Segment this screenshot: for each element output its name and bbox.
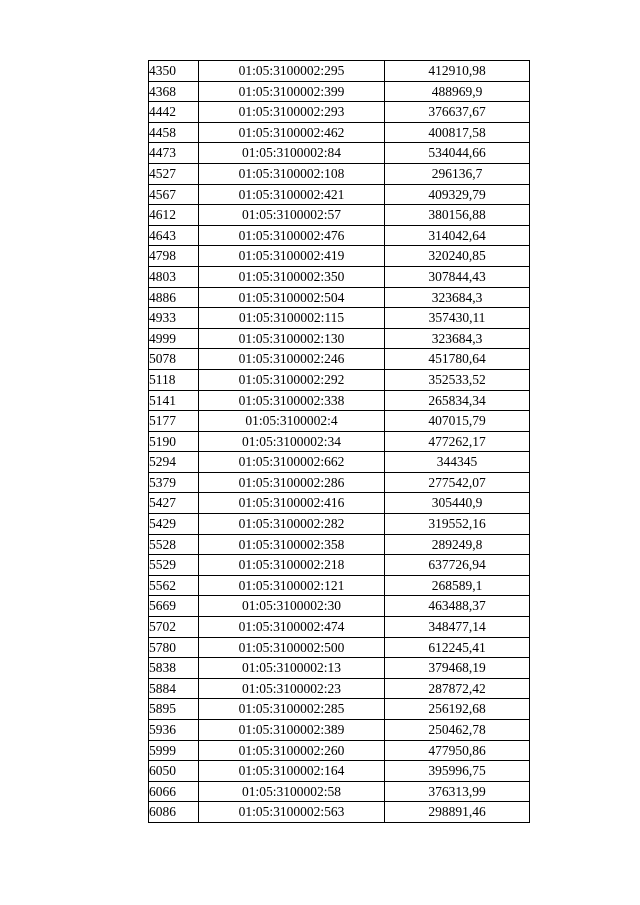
row-number-cell: 5669: [149, 596, 199, 617]
value-cell: 352533,52: [385, 369, 530, 390]
cadastral-number-cell: 01:05:3100002:419: [199, 246, 385, 267]
cadastral-number-cell: 01:05:3100002:338: [199, 390, 385, 411]
row-number-cell: 5780: [149, 637, 199, 658]
row-number-cell: 4886: [149, 287, 199, 308]
cadastral-number-cell: 01:05:3100002:295: [199, 61, 385, 82]
cadastral-number-cell: 01:05:3100002:389: [199, 720, 385, 741]
table-row: [149, 266, 530, 287]
row-number-cell: 5529: [149, 555, 199, 576]
table-row: [149, 61, 530, 82]
table-row: [149, 596, 530, 617]
table-row: [149, 246, 530, 267]
table-row: [149, 637, 530, 658]
value-cell: 477262,17: [385, 431, 530, 452]
table-row: [149, 205, 530, 226]
table-row: [149, 534, 530, 555]
value-cell: 287872,42: [385, 678, 530, 699]
table-row: [149, 81, 530, 102]
cadastral-number-cell: 01:05:3100002:474: [199, 617, 385, 638]
row-number-cell: 6050: [149, 761, 199, 782]
table-row: [149, 761, 530, 782]
table-row: [149, 328, 530, 349]
value-cell: 256192,68: [385, 699, 530, 720]
cadastral-number-cell: 01:05:3100002:121: [199, 575, 385, 596]
value-cell: 376637,67: [385, 102, 530, 123]
cadastral-number-cell: 01:05:3100002:164: [199, 761, 385, 782]
value-cell: 250462,78: [385, 720, 530, 741]
cadastral-number-cell: 01:05:3100002:58: [199, 781, 385, 802]
row-number-cell: 5379: [149, 472, 199, 493]
row-number-cell: 4798: [149, 246, 199, 267]
cadastral-number-cell: 01:05:3100002:84: [199, 143, 385, 164]
table-row: [149, 349, 530, 370]
value-cell: 395996,75: [385, 761, 530, 782]
row-number-cell: 4527: [149, 163, 199, 184]
row-number-cell: 4442: [149, 102, 199, 123]
table-body: [149, 61, 530, 823]
row-number-cell: 4803: [149, 266, 199, 287]
table-row: [149, 658, 530, 679]
table-row: [149, 452, 530, 473]
cadastral-number-cell: 01:05:3100002:358: [199, 534, 385, 555]
table-row: [149, 514, 530, 535]
row-number-cell: 4458: [149, 122, 199, 143]
value-cell: 320240,85: [385, 246, 530, 267]
cadastral-number-cell: 01:05:3100002:282: [199, 514, 385, 535]
value-cell: 289249,8: [385, 534, 530, 555]
row-number-cell: 4567: [149, 184, 199, 205]
table-row: [149, 575, 530, 596]
row-number-cell: 5141: [149, 390, 199, 411]
value-cell: 379468,19: [385, 658, 530, 679]
value-cell: 407015,79: [385, 411, 530, 432]
row-number-cell: 5895: [149, 699, 199, 720]
table-row: [149, 678, 530, 699]
cadastral-number-cell: 01:05:3100002:23: [199, 678, 385, 699]
row-number-cell: 4350: [149, 61, 199, 82]
table-row: [149, 802, 530, 823]
value-cell: 305440,9: [385, 493, 530, 514]
value-cell: 323684,3: [385, 287, 530, 308]
row-number-cell: 5562: [149, 575, 199, 596]
table-row: [149, 143, 530, 164]
row-number-cell: 4643: [149, 225, 199, 246]
cadastral-value-table: [148, 60, 530, 823]
value-cell: 412910,98: [385, 61, 530, 82]
value-cell: 409329,79: [385, 184, 530, 205]
table-row: [149, 740, 530, 761]
value-cell: 380156,88: [385, 205, 530, 226]
row-number-cell: 4933: [149, 308, 199, 329]
table-row: [149, 308, 530, 329]
table-row: [149, 369, 530, 390]
cadastral-number-cell: 01:05:3100002:293: [199, 102, 385, 123]
value-cell: 612245,41: [385, 637, 530, 658]
table-row: [149, 287, 530, 308]
value-cell: 296136,7: [385, 163, 530, 184]
row-number-cell: 5702: [149, 617, 199, 638]
row-number-cell: 5190: [149, 431, 199, 452]
table-row: [149, 122, 530, 143]
row-number-cell: 5884: [149, 678, 199, 699]
row-number-cell: 5936: [149, 720, 199, 741]
cadastral-number-cell: 01:05:3100002:500: [199, 637, 385, 658]
value-cell: 277542,07: [385, 472, 530, 493]
cadastral-number-cell: 01:05:3100002:416: [199, 493, 385, 514]
cadastral-number-cell: 01:05:3100002:350: [199, 266, 385, 287]
cadastral-number-cell: 01:05:3100002:504: [199, 287, 385, 308]
value-cell: 307844,43: [385, 266, 530, 287]
cadastral-number-cell: 01:05:3100002:462: [199, 122, 385, 143]
cadastral-number-cell: 01:05:3100002:421: [199, 184, 385, 205]
row-number-cell: 6086: [149, 802, 199, 823]
table-row: [149, 493, 530, 514]
table-row: [149, 472, 530, 493]
value-cell: 463488,37: [385, 596, 530, 617]
table-row: [149, 184, 530, 205]
row-number-cell: 5528: [149, 534, 199, 555]
cadastral-number-cell: 01:05:3100002:399: [199, 81, 385, 102]
table-row: [149, 431, 530, 452]
cadastral-number-cell: 01:05:3100002:246: [199, 349, 385, 370]
row-number-cell: 4999: [149, 328, 199, 349]
value-cell: 314042,64: [385, 225, 530, 246]
cadastral-number-cell: 01:05:3100002:4: [199, 411, 385, 432]
value-cell: 488969,9: [385, 81, 530, 102]
value-cell: 451780,64: [385, 349, 530, 370]
cadastral-number-cell: 01:05:3100002:218: [199, 555, 385, 576]
cadastral-number-cell: 01:05:3100002:130: [199, 328, 385, 349]
value-cell: 298891,46: [385, 802, 530, 823]
value-cell: 376313,99: [385, 781, 530, 802]
value-cell: 348477,14: [385, 617, 530, 638]
table-row: [149, 781, 530, 802]
table-row: [149, 411, 530, 432]
row-number-cell: 6066: [149, 781, 199, 802]
cadastral-number-cell: 01:05:3100002:115: [199, 308, 385, 329]
table-row: [149, 225, 530, 246]
value-cell: 344345: [385, 452, 530, 473]
value-cell: 477950,86: [385, 740, 530, 761]
table-row: [149, 102, 530, 123]
cadastral-number-cell: 01:05:3100002:57: [199, 205, 385, 226]
cadastral-number-cell: 01:05:3100002:30: [199, 596, 385, 617]
value-cell: 319552,16: [385, 514, 530, 535]
row-number-cell: 5177: [149, 411, 199, 432]
table-row: [149, 617, 530, 638]
value-cell: 323684,3: [385, 328, 530, 349]
table-row: [149, 699, 530, 720]
row-number-cell: 5429: [149, 514, 199, 535]
value-cell: 637726,94: [385, 555, 530, 576]
cadastral-number-cell: 01:05:3100002:662: [199, 452, 385, 473]
cadastral-number-cell: 01:05:3100002:34: [199, 431, 385, 452]
cadastral-number-cell: 01:05:3100002:13: [199, 658, 385, 679]
cadastral-number-cell: 01:05:3100002:108: [199, 163, 385, 184]
table-row: [149, 720, 530, 741]
value-cell: 357430,11: [385, 308, 530, 329]
cadastral-number-cell: 01:05:3100002:563: [199, 802, 385, 823]
row-number-cell: 5118: [149, 369, 199, 390]
value-cell: 400817,58: [385, 122, 530, 143]
table-row: [149, 555, 530, 576]
value-cell: 265834,34: [385, 390, 530, 411]
cadastral-number-cell: 01:05:3100002:260: [199, 740, 385, 761]
cadastral-number-cell: 01:05:3100002:286: [199, 472, 385, 493]
cadastral-number-cell: 01:05:3100002:292: [199, 369, 385, 390]
table-row: [149, 163, 530, 184]
row-number-cell: 5427: [149, 493, 199, 514]
row-number-cell: 4612: [149, 205, 199, 226]
value-cell: 534044,66: [385, 143, 530, 164]
row-number-cell: 4473: [149, 143, 199, 164]
row-number-cell: 5838: [149, 658, 199, 679]
row-number-cell: 4368: [149, 81, 199, 102]
cadastral-number-cell: 01:05:3100002:285: [199, 699, 385, 720]
row-number-cell: 5078: [149, 349, 199, 370]
row-number-cell: 5294: [149, 452, 199, 473]
value-cell: 268589,1: [385, 575, 530, 596]
table-row: [149, 390, 530, 411]
row-number-cell: 5999: [149, 740, 199, 761]
cadastral-number-cell: 01:05:3100002:476: [199, 225, 385, 246]
